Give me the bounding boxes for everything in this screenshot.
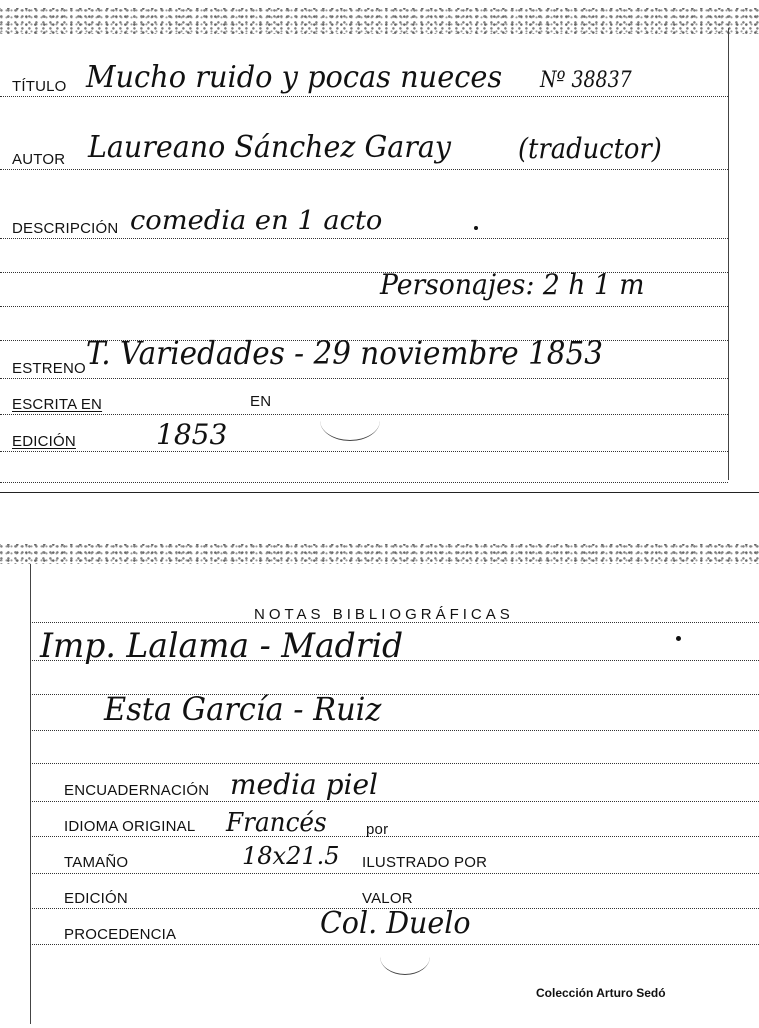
- ruled-line: [0, 451, 728, 452]
- idioma-value: Francés: [226, 808, 327, 838]
- ruled-line: [30, 730, 759, 731]
- ink-smudge: [380, 938, 430, 975]
- ruled-line: [0, 306, 728, 307]
- ruled-line: [30, 622, 759, 623]
- procedencia-value: Col. Duelo: [320, 906, 471, 941]
- ruled-line: [0, 169, 728, 170]
- ruled-line: [30, 836, 759, 837]
- catalog-number: Nº 38837: [540, 68, 632, 93]
- titulo-value: Mucho ruido y pocas nueces: [86, 60, 503, 95]
- ink-smudge: [320, 400, 380, 441]
- card-border: [728, 28, 729, 480]
- tamano-label: TAMAÑO: [64, 854, 129, 871]
- ruled-line: [0, 238, 728, 239]
- notas-title: NOTAS BIBLIOGRÁFICAS: [254, 606, 514, 623]
- autor-value: Laureano Sánchez Garay: [88, 130, 451, 165]
- idioma-label: IDIOMA ORIGINAL: [64, 818, 196, 835]
- descripcion-value: comedia en 1 acto: [130, 206, 383, 236]
- procedencia-label: PROCEDENCIA: [64, 926, 177, 943]
- edicion-label-back: EDICIÓN: [64, 890, 128, 907]
- catalog-card-front: [0, 0, 759, 492]
- autor-label: AUTOR: [12, 151, 66, 168]
- collection-credit: Colección Arturo Sedó: [536, 986, 666, 1000]
- ruled-line: [30, 801, 759, 802]
- note-line-2: Esta García - Ruiz: [104, 690, 382, 728]
- autor-role: (traductor): [518, 132, 662, 165]
- por-label: por: [366, 821, 389, 838]
- encuadernacion-label: ENCUADERNACIÓN: [64, 782, 210, 799]
- ruled-line: [0, 96, 728, 97]
- escrita-en-label: ESCRITA EN: [12, 396, 103, 413]
- valor-label: VALOR: [362, 890, 413, 907]
- ruled-line: [0, 378, 728, 379]
- torn-edge: [0, 8, 759, 34]
- encuadernacion-value: media piel: [230, 768, 378, 801]
- card-separator: [0, 492, 759, 493]
- note-line-1: Imp. Lalama - Madrid: [40, 626, 404, 666]
- ruled-line: [0, 482, 728, 483]
- estreno-label: ESTRENO: [12, 360, 86, 377]
- ruled-line: [30, 763, 759, 764]
- ink-dot: [474, 226, 478, 230]
- tamano-value: 18x21.5: [242, 842, 340, 870]
- edicion-label: EDICIÓN: [12, 433, 76, 450]
- ink-dot: [676, 636, 681, 641]
- catalog-card-back: [0, 544, 759, 1028]
- estreno-value: T. Variedades - 29 noviembre 1853: [86, 334, 603, 372]
- titulo-label: TÍTULO: [12, 78, 67, 95]
- en-label: EN: [250, 393, 272, 410]
- descripcion-label: DESCRIPCIÓN: [12, 220, 119, 237]
- ruled-line: [30, 873, 759, 874]
- torn-edge: [0, 544, 759, 564]
- card-border: [30, 564, 31, 1024]
- edicion-value: 1853: [156, 418, 228, 451]
- ilustrado-label: ILUSTRADO POR: [362, 854, 488, 871]
- personajes-value: Personajes: 2 h 1 m: [380, 268, 645, 301]
